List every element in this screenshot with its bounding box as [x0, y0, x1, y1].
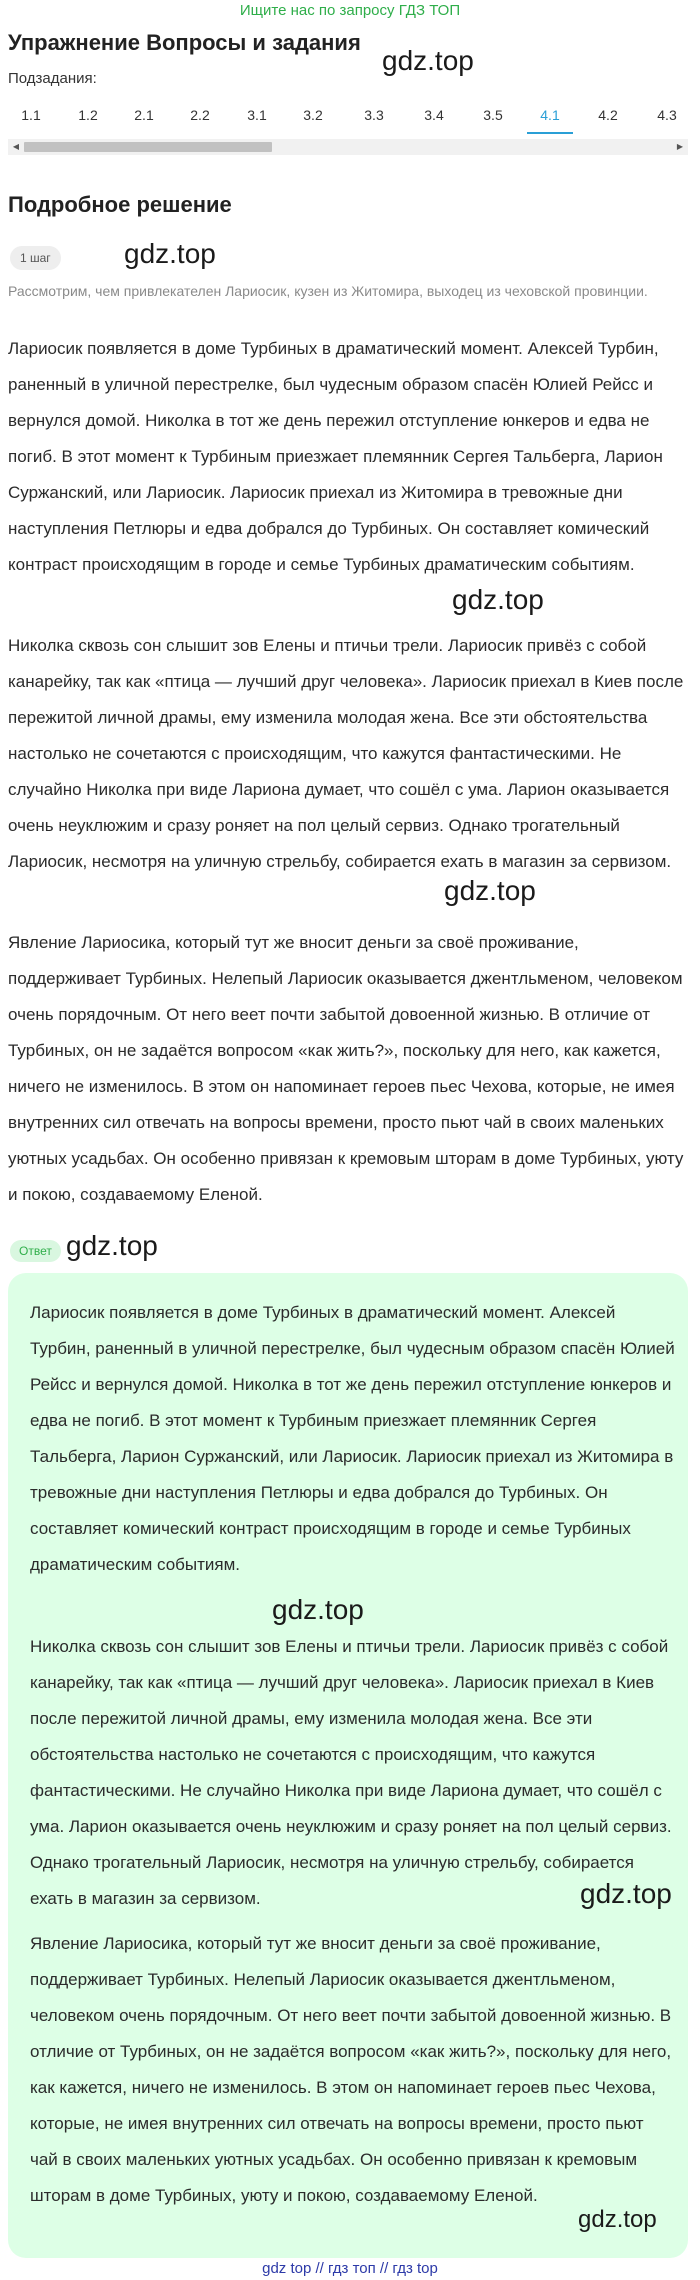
- solution-paragraph: Явление Лариосика, который тут же вносит деньги за своё проживание, поддерживает Турбиных. Нелепый Лариосик оказывается джентльменом, человеком очень порядочным. От него веет почти забытой довоенной жизнью. В отличие от Турбиных, он не задаётся вопросом «как жить?», поскольку для него, как кажется, ничего не изменилось. В этом он напоминает героев пьес Чехова, которые, не имея внутренних сил отвечать на вопросы времени, просто пьют чай в своих маленьких уютных усадьбах. Он особенно привязан к кремовым шторам в доме Турбиных, уюту и покою, создаваемому Еленой.: [8, 933, 684, 1204]
- watermark: gdz.top: [578, 2206, 657, 2233]
- watermark: gdz.top: [382, 45, 474, 76]
- tab-2-2[interactable]: 2.2: [190, 107, 210, 123]
- solution-title: Подробное решение: [8, 192, 232, 217]
- tab-3-2[interactable]: 3.2: [303, 107, 323, 123]
- watermark: gdz.top: [444, 875, 536, 906]
- tab-3-1[interactable]: 3.1: [247, 107, 267, 123]
- tab-1-2[interactable]: 1.2: [78, 107, 98, 123]
- subtasks-label: Подзадания:: [8, 70, 97, 87]
- solution-intro: Рассмотрим, чем привлекателен Лариосик, кузен из Житомира, выходец из чеховской провинции.: [8, 283, 648, 299]
- watermark: gdz.top: [66, 1230, 158, 1261]
- solution-paragraph: Николка сквозь сон слышит зов Елены и птичьи трели. Лариосик привёз с собой канарейку, так как «птица — лучший друг человека». Лариосик приехал в Киев после пережитой личной драмы, ему изменила молодая жена. Все эти обстоятельства настолько не сочетаются с происходящим, что кажутся фантастическими. Не случайно Николка при виде Лариона думает, что сошёл с ума. Ларион оказывается очень неуклюжим и сразу роняет на пол целый сервиз. Однако трогательный Лариосик, несмотря на уличную стрельбу, собирается ехать в магазин за сервизом.: [8, 636, 684, 871]
- tab-2-1[interactable]: 2.1: [134, 107, 154, 123]
- watermark: gdz.top: [580, 1878, 672, 1909]
- scroll-right-icon[interactable]: ▶: [676, 142, 684, 151]
- tab-3-5[interactable]: 3.5: [483, 107, 503, 123]
- tab-4-2[interactable]: 4.2: [598, 107, 618, 123]
- step-badge: 1 шаг: [10, 246, 61, 270]
- tab-4-1[interactable]: 4.1: [527, 106, 573, 136]
- tab-1-1[interactable]: 1.1: [21, 107, 41, 123]
- tab-4-3[interactable]: 4.3: [657, 107, 677, 123]
- search-banner: Ищите нас по запросу ГДЗ ТОП: [239, 2, 461, 19]
- scroll-thumb[interactable]: [24, 142, 272, 152]
- scroll-left-icon[interactable]: ◀: [12, 142, 20, 151]
- page-title: Упражнение Вопросы и задания: [8, 30, 361, 55]
- tabs-scrollbar[interactable]: [8, 139, 688, 155]
- watermark: gdz.top: [124, 238, 216, 269]
- watermark: gdz.top: [272, 1594, 364, 1625]
- tab-3-3[interactable]: 3.3: [364, 107, 384, 123]
- answer-badge: Ответ: [10, 1240, 61, 1262]
- solution-paragraph: Лариосик появляется в доме Турбиных в драматический момент. Алексей Турбин, раненный в уличной перестрелке, был чудесным образом спасён Юлией Рейсс и вернулся домой. Николка в тот же день пережил отступление юнкеров и едва не погиб. В этот момент к Турбиным приезжает племянник Сергея Тальберга, Ларион Суржанский, или Лариосик. Лариосик приехал из Житомира в тревожные дни наступления Петлюры и едва добрался до Турбиных. Он составляет комический контраст происходящим в городе и семье Турбиных драматическим событиям.: [8, 339, 663, 574]
- watermark: gdz.top: [452, 584, 544, 615]
- tab-3-4[interactable]: 3.4: [424, 107, 444, 123]
- answer-paragraph: Лариосик появляется в доме Турбиных в драматический момент. Алексей Турбин, раненный в уличной перестрелке, был чудесным образом спасён Юлией Рейсс и вернулся домой. Николка в тот же день пережил отступление юнкеров и едва не погиб. В этот момент к Турбиным приезжает племянник Сергея Тальберга, Ларион Суржанский, или Лариосик. Лариосик приехал из Житомира в тревожные дни наступления Петлюры и едва добрался до Турбиных. Он составляет комический контраст происходящим в городе и семье Турбиных драматическим событиям.: [30, 1303, 675, 1574]
- footer-links[interactable]: gdz top // гдз топ // гдз top: [262, 2260, 438, 2277]
- subtasks-tabs: [8, 106, 688, 136]
- answer-paragraph: Явление Лариосика, который тут же вносит деньги за своё проживание, поддерживает Турбиных. Нелепый Лариосик оказывается джентльменом, человеком очень порядочным. От него веет почти забытой довоенной жизнью. В отличие от Турбиных, он не задаётся вопросом «как жить?», поскольку для него, как кажется, ничего не изменилось. В этом он напоминает героев пьес Чехова, которые, не имея внутренних сил отвечать на вопросы времени, просто пьют чай в своих маленьких уютных усадьбах. Он особенно привязан к кремовым шторам в доме Турбиных, уюту и покою, создаваемому Еленой.: [30, 1934, 672, 2205]
- answer-paragraph: Николка сквозь сон слышит зов Елены и птичьи трели. Лариосик привёз с собой канарейку, так как «птица — лучший друг человека». Лариосик приехал в Киев после пережитой личной драмы, ему изменила молодая жена. Все эти обстоятельства настолько не сочетаются с происходящим, что кажутся фантастическими. Не случайно Николка при виде Лариона думает, что сошёл с ума. Ларион оказывается очень неуклюжим и сразу роняет на пол целый сервиз. Однако трогательный Лариосик, несмотря на уличную стрельбу, собирается ехать в магазин за сервизом.: [30, 1637, 672, 1908]
